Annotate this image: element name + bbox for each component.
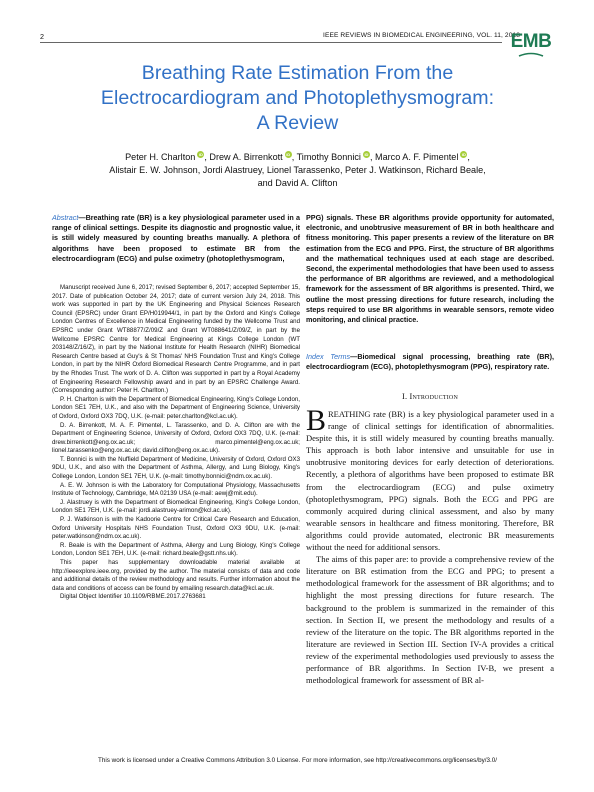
orcid-icon[interactable]: iD: [364, 152, 369, 157]
index-terms: [306, 352, 554, 372]
author-pimentel: , Marco A. F. Pimentel: [369, 152, 459, 162]
footnote-doi: Digital Object Identifier 10.1109/RBME.2017.2763681: [60, 593, 206, 601]
footnote-affiliation: J. Alastruey is with the Department of Biomedical Engineering, King's College London, London SE1 7EH, U.K. (e-mail: jordi.alastruey-arimon@kcl.ac.uk).: [52, 498, 300, 515]
drop-cap: B: [306, 404, 327, 437]
paper-title: [40, 61, 555, 136]
footnote-affiliation: T. Bonnici is with the Nuffield Department of Medicine, University of Oxford, Oxford OX3 9DU, U.K., and also with the Department of Asthma, Allergy, and Lung Biology, King's College London, London SE1 7EH, U.K. (e-mail: timothy.bonnici@ndm.ox.ac.uk).: [52, 455, 300, 481]
section-heading: I. Introduction: [401, 392, 458, 401]
abstract-text-left: —Breathing rate (BR) is a key physiological parameter used in a range of clinical settings. Despite its diagnostic and prognostic value, it is still widely measured by counting breaths manually. A plethora of algorithms have been proposed to estimate BR from the electrocardiogram (ECG) and pulse oximetry (photoplethysmogram,: [52, 213, 300, 263]
author-list: [40, 151, 555, 190]
orcid-icon[interactable]: iD: [286, 152, 291, 157]
index-terms-label: Index Terms: [306, 352, 351, 361]
footnote-affiliation: A. E. W. Johnson is with the Laboratory for Computational Physiology, Massachusetts Institute of Technology, Cambridge, MA 02139 USA (e-mail: aewj@mit.edu).: [52, 481, 300, 498]
author-line1-end: ,: [467, 152, 470, 162]
title-line-2: Electrocardiogram and Photoplethysmogram:: [100, 87, 495, 109]
footnote-affiliation: P. J. Watkinson is with the Kadoorie Centre for Critical Care Research and Education, Oxford University Hospitals NHS Foundation Trust, Oxford OX3 9DU, U.K. (e-mail: peter.watkinson@ndm.ox.ac.uk).: [52, 516, 300, 541]
orcid-icon[interactable]: iD: [198, 152, 203, 157]
emb-logo: [507, 30, 555, 60]
header-rule: [40, 42, 502, 43]
index-terms-text: —Biomedical signal processing, breathing rate (BR), electrocardiogram (ECG), photoplethysmogram (PPG), respiratory rate.: [306, 352, 555, 372]
page-number: 2: [40, 32, 44, 41]
author-line-1: [40, 151, 555, 164]
emb-logo-swoosh-icon: [518, 52, 544, 59]
abstract-label: Abstract: [52, 213, 79, 222]
author-birrenkott: , Drew A. Birrenkott: [204, 152, 283, 162]
introduction-body: [306, 404, 554, 686]
footnote-affiliation: D. A. Birrenkott, M. A. F. Pimentel, L. Tarassenko, and D. A. Clifton are with the Department of Engineering Science, University of Oxford, Oxford OX3 7DQ, U.K. (e-mail: drew.birrenkott@eng.ox.ac.uk; marco.pimentel@eng.ox.ac.uk; lionel.tarassenko@eng.ox.ac.uk; david.clifton@eng.ox.ac.uk).: [52, 421, 300, 455]
journal-header: IEEE REVIEWS IN BIOMEDICAL ENGINEERING, VOL. 11, 2018: [323, 32, 520, 39]
author-line-2: Alistair E. W. Johnson, Jordi Alastruey, Lionel Tarassenko, Peter J. Watkinson, Richard Beale,: [109, 165, 486, 175]
intro-paragraph-1: [306, 404, 554, 553]
abstract-right: PPG) signals. These BR algorithms provide opportunity for automated, electronic, and unobtrusive measurement of BR in both healthcare and fitness monitoring. This paper presents a review of the literature on BR estimation from the ECG and PPG. First, the structure of BR algorithms and the mathematical techniques used at each stage are described. Second, the experimental methodologies that have been used to assess the performance of BR algorithms are reviewed, and a methodological framework for the assessment of BR algorithms is presented. Third, we outline the most pressing directions for future research, including the steps required to use BR algorithms in wearable sensors, remote video monitoring, and clinical practice.: [306, 213, 554, 325]
emb-logo-text: EMB: [510, 31, 552, 52]
title-line-1: Breathing Rate Estimation From the: [141, 62, 454, 84]
footnote-manuscript: Manuscript received June 6, 2017; revised September 6, 2017; accepted September 15, 2017. Date of publication October 24, 2017; date of current version July 24, 2018. This work was supported in part by the UK Engineering and Physical Sciences Research Council (EPSRC) under Grant EP/H019944/1, in part by the Oxford and King's College London Centres of Excellence in Medical Engineering funded by the Wellcome Trust and EPSRC under Grant WT88877/Z/09/Z and Grant WT088641/Z/09/Z, in part by the Wellcome EPSRC Centre for Medical Engineering at Kings College London (WT 203148/Z/16/Z), in part by the National Institute for Health Research (NIHR) Biomedical Research Centre based at Guy's & St Thomas' NHS Foundation Trust and King's College London, in part by the NIHR Oxford Biomedical Research Centre Programme, and in part by the Rhodes Trust. The work of D. A. Clifton was supported in part by a Royal Academy of Engineering Research Fellowship award and in part by an EPSRC Challenge Award. (Corresponding author: Peter H. Charlton.): [52, 284, 300, 395]
license-notice: This work is licensed under a Creative Commons Attribution 3.0 License. For more information, see http://creativecommons.org/licenses/by/3.0/: [98, 757, 497, 764]
footnote-affiliation: R. Beale is with the Department of Asthma, Allergy and Lung Biology, King's College London, London SE1 7EH, U.K. (e-mail: richard.beale@gstt.nhs.uk).: [52, 541, 300, 558]
footnote-affiliation: P. H. Charlton is with the Department of Biomedical Engineering, King's College London, London SE1 7EH, U.K., and also with the Department of Engineering Science, University of Oxford, Oxford OX3 7DQ, U.K. (e-mail: peter.charlton@kcl.ac.uk).: [52, 395, 300, 420]
abstract-left: [52, 213, 300, 264]
intro-paragraph-1-text: REATHING rate (BR) is a key physiological parameter used in a range of clinical settings for identification of abnormalities. Despite this, it is still widely measured by counting breaths manually. This approach is both labor intensive and unsuitable for use in unobtrusive monitoring devices for early detection of deteriorations. Recently, a plethora of algorithms have been proposed to estimate BR from the electrocardiogram (ECG) and pulse oximetry (photoplethysmogram, PPG) signals. Both the ECG and PPG are commonly acquired during clinical assessment, and also by many wearable sensors in healthcare and fitness monitoring. Therefore, BR algorithms could provide automated, electronic BR measurements without the need for additional sensors.: [306, 409, 554, 553]
footnote-supplementary: This paper has supplementary downloadable material available at http://ieeexplore.ieee.org, provided by the author. The material consists of data and code and additional details of the review methodology and results. Further information about the data and conditions of access can be found by emailing research.data@kcl.ac.uk.: [52, 559, 300, 592]
intro-paragraph-2: The aims of this paper are: to provide a comprehensive review of the literature on BR estimation from the ECG and PPG; to present a methodological framework for the assessment of BR algorithms; and to highlight the most pressing directions for future research. The background to the problem is summarized in the remainder of this section. In Section II, we present the methodology and results of a review of the literature on the topic. The BR algorithms reported in the literature are reviewed in Section III. Section IV-A provides a critical review of the experimental methodologies used previously to assess the performance of BR algorithms. In Section IV-B, we present a methodological framework for assessment of BR al-: [306, 554, 554, 686]
footnotes: [52, 284, 300, 602]
orcid-icon[interactable]: iD: [461, 152, 466, 157]
title-line-3: A Review: [256, 112, 339, 134]
author-bonnici: , Timothy Bonnici: [291, 152, 361, 162]
author-charlton: Peter H. Charlton: [125, 152, 196, 162]
author-line-3: and David A. Clifton: [257, 178, 338, 188]
